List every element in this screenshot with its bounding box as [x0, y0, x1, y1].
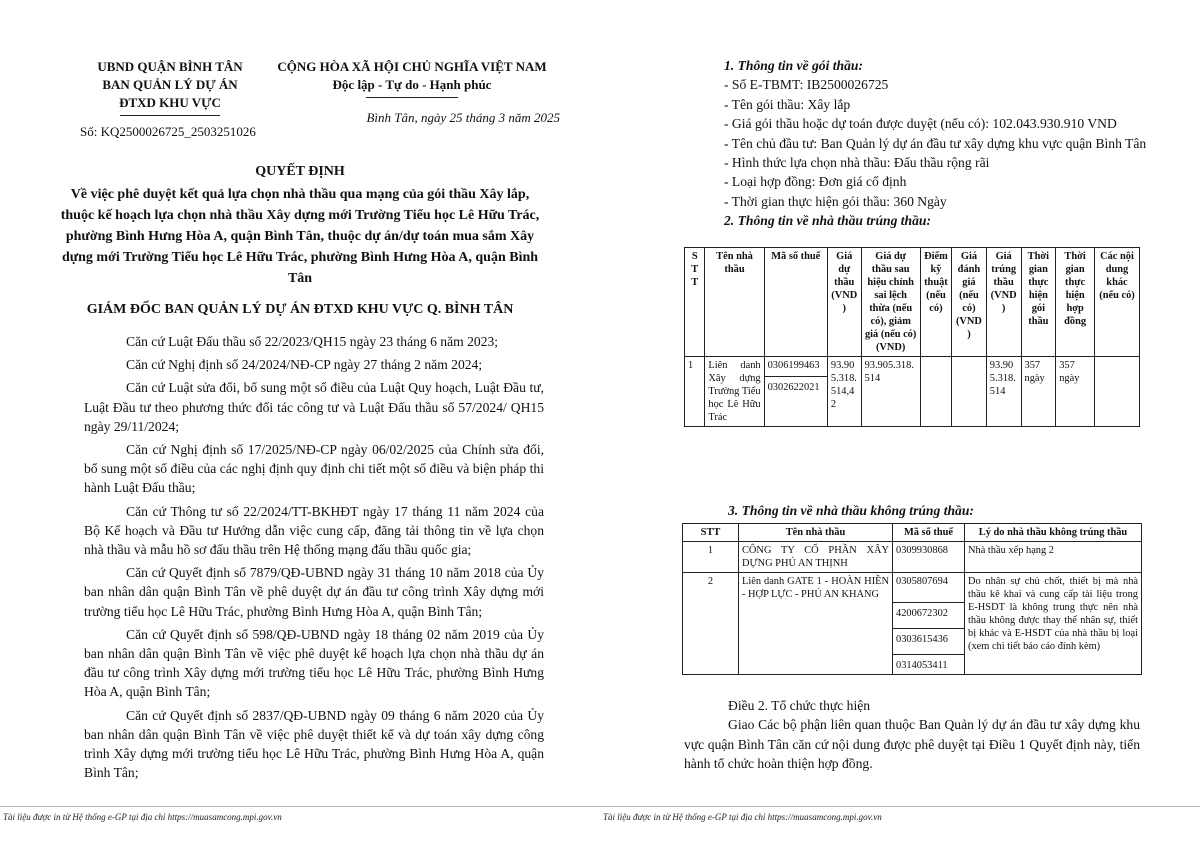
section-2-heading: 2. Thông tin về nhà thầu trúng thầu:: [724, 213, 931, 229]
col-tax: Mã số thuế: [764, 248, 827, 357]
article-2: [684, 696, 1140, 774]
page-footer: Tài liệu được in từ Hệ thống e-GP tại địa chỉ https://muasamcong.mpi.gov.vn: [603, 812, 882, 822]
nation-line-2: Độc lập - Tự do - Hạnh phúc: [332, 77, 492, 92]
table-row: [685, 357, 1140, 427]
org-line-1: UBND QUẬN BÌNH TÂN: [97, 59, 243, 74]
cell-tax: [893, 573, 965, 675]
cell-reason: Nhà thầu xếp hạng 2: [965, 542, 1142, 573]
cell-time-package: 357 ngày: [1021, 357, 1056, 427]
page-footer: Tài liệu được in từ Hệ thống e-GP tại địa chỉ https://muasamcong.mpi.gov.vn: [3, 812, 282, 822]
basis-paragraph: Căn cứ Quyết định số 2837/QĐ-UBND ngày 09 tháng 6 năm 2020 của Ủy ban nhân dân quận Bình Tân về việc phê duyệt thiết kế và dự toán xây dựng công trình Xây dựng mới trường tiểu học Lê Hữu Trác, phường Bình Hưng Hòa A, quận Bình Tân;: [84, 707, 544, 781]
package-info: [684, 56, 1154, 231]
loser-table: [682, 523, 1142, 675]
cell-award: 93.905.318.514: [986, 357, 1021, 427]
basis-paragraph: Căn cứ Luật sửa đổi, bổ sung một số điều của Luật Quy hoạch, Luật Đầu tư, Luật Đầu tư theo phương thức đối tác công tư và Luật Đấu thầu số 57/2024/ QH15 ngày 29/11/2024;: [84, 380, 544, 434]
cell-other: [1094, 357, 1139, 427]
col-eval: Giá đánh giá (nếu có) (VND ): [952, 248, 987, 357]
document-date: Bình Tân, ngày 25 tháng 3 năm 2025: [366, 110, 560, 125]
winner-table: [684, 247, 1140, 427]
section-1-heading: 1. Thông tin về gói thầu:: [724, 58, 863, 73]
info-line: - Giá gói thầu hoặc dự toán được duyệt (nếu có): 102.043.930.910 VND: [724, 116, 1117, 132]
cell-time-contract: 357 ngày: [1056, 357, 1095, 427]
decision-title: QUYẾT ĐỊNH: [255, 164, 345, 179]
col-stt: S T T: [685, 248, 705, 357]
table-row: [683, 573, 1142, 675]
nation-header: [262, 58, 562, 98]
cell-name: Liên danh GATE 1 - HOÀN HIỀN - HỢP LỰC - PHÚ AN KHANG: [739, 573, 893, 675]
cell-stt: 2: [683, 573, 739, 675]
tax-code: 0303615436: [893, 628, 964, 646]
basis-paragraph: Căn cứ Luật Đấu thầu số 22/2023/QH15 ngày 23 tháng 6 năm 2023;: [126, 334, 499, 349]
organization-header: [80, 58, 260, 116]
tax-code: 0306199463: [767, 360, 820, 371]
basis-paragraph: Căn cứ Thông tư số 22/2024/TT-BKHĐT ngày 17 tháng 11 năm 2024 của Bộ Kế hoạch và Đầu tư Hướng dẫn việc cung cấp, đăng tải thông tin về lựa chọn nhà thầu và mẫu hồ sơ đấu thầu trên Hệ thống mạng đấu thầu quốc gia;: [84, 503, 544, 558]
col-score: Điểm kỹ thuật (nếu có): [920, 248, 951, 357]
cell-adjusted: 93.905.318.514: [861, 357, 920, 427]
col-adjusted: Giá dự thầu sau hiệu chỉnh sai lệch thừa (nếu có), giảm giá (nếu có) (VND): [861, 248, 920, 357]
footer-divider: [600, 806, 1200, 807]
basis-paragraph: Căn cứ Quyết định số 598/QĐ-UBND ngày 18 tháng 02 năm 2019 của Ủy ban nhân dân quận Bình Tân về việc phê duyệt kế hoạch lựa chọn nhà thầu dự án đầu tư công trình Xây dựng mới trường tiểu học Lê Hữu Trác, phường Bình Hưng Hòa A, quận Bình Tân;: [84, 626, 544, 700]
article-2-text: Giao Các bộ phận liên quan thuộc Ban Quản lý dự án đầu tư xây dựng khu vực quận Bình Tân căn cứ nội dung được phê duyệt tại Điều 1 Quyết định này, tiến hành tổ chức hoàn thiện hợp đồng.: [684, 717, 1140, 772]
info-line: - Loại hợp đồng: Đơn giá cố định: [724, 174, 907, 190]
col-name: Tên nhà thầu: [705, 248, 764, 357]
info-line: - Hình thức lựa chọn nhà thầu: Đấu thầu rộng rãi: [724, 155, 990, 171]
cell-name: CÔNG TY CỔ PHẦN XÂY DỰNG PHÚ AN THỊNH: [739, 542, 893, 573]
info-line: - Thời gian thực hiện gói thầu: 360 Ngày: [724, 193, 947, 209]
decision-subtitle: Về việc phê duyệt kết quả lựa chọn nhà thầu qua mạng của gói thầu Xây lắp, thuộc kế hoạch lựa chọn nhà thầu Xây dựng mới Trường Tiểu học Lê Hữu Trác, phường Bình Hưng Hòa A, quận Bình Tân, thuộc dự án/dự toán mua sắm Xây dựng mới Trường Tiểu học Lê Hữu Trác, phường Bình Hưng Hòa A, quận Bình Tân: [60, 187, 540, 286]
tax-code: 4200672302: [893, 602, 964, 620]
cell-bid: 93.905.318.514,42: [827, 357, 861, 427]
tax-code: 0302622021: [765, 376, 827, 394]
nation-divider: [366, 97, 458, 98]
cell-stt: 1: [683, 542, 739, 573]
col-time-package: Thời gian thực hiện gói thầu: [1021, 248, 1056, 357]
director-heading: GIÁM ĐỐC BAN QUẢN LÝ DỰ ÁN ĐTXD KHU VỰC Q. BÌNH TÂN: [86, 302, 514, 317]
legal-basis: [84, 332, 544, 786]
basis-paragraph: Căn cứ Nghị định số 17/2025/NĐ-CP ngày 06/02/2025 của Chính sửa đổi, bổ sung một số điều của các nghị định quy định chi tiết một số điều và biện pháp thi hành Luật Đấu thầu;: [84, 442, 544, 496]
cell-name: Liên danh Xây dựng Trường Tiểu học Lê Hữu Trác: [705, 357, 764, 427]
basis-paragraph: Căn cứ Nghị định số 24/2024/NĐ-CP ngày 27 tháng 2 năm 2024;: [126, 357, 483, 373]
col-stt: STT: [683, 524, 739, 542]
basis-paragraph: Căn cứ Quyết định số 7879/QĐ-UBND ngày 31 tháng 10 năm 2018 của Ủy ban nhân dân quận Bình Tân về phê duyệt dự án đầu tư công trình Xây dựng mới trường tiểu học Lê Hữu Trác, phường Bình Hưng Hòa A, quận Bình Tân;: [84, 565, 544, 619]
cell-reason: Do nhân sự chủ chốt, thiết bị mà nhà thầu kê khai và cung cấp tài liệu trong E-HSDT là không trung thực nên nhà thầu không được thay thế nhân sự, thiết bị khác và E-HSDT của nhà thầu bị loại (xem chi tiết báo cáo đính kèm): [965, 573, 1142, 675]
org-divider: [120, 115, 220, 116]
investor-line: - Tên chủ đầu tư: Ban Quản lý dự án đầu tư xây dựng khu vực quận Bình Tân: [724, 135, 1147, 151]
info-line: - Tên gói thầu: Xây lắp: [724, 96, 851, 112]
info-line: - Số E-TBMT: IB2500026725: [724, 77, 889, 93]
col-reason: Lý do nhà thầu không trúng thầu: [965, 524, 1142, 542]
tax-code: 0314053411: [893, 654, 964, 672]
cell-eval: [952, 357, 987, 427]
nation-line-1: CỘNG HÒA XÃ HỘI CHỦ NGHĨA VIỆT NAM: [277, 59, 547, 74]
table-row: [683, 542, 1142, 573]
article-2-heading: Điều 2. Tổ chức thực hiện: [728, 698, 871, 713]
loser-table-header: [683, 524, 1142, 542]
col-other: Các nội dung khác (nếu có): [1094, 248, 1139, 357]
footer-divider: [0, 806, 600, 807]
col-time-contract: Thời gian thực hiện hợp đồng: [1056, 248, 1095, 357]
org-line-3: ĐTXD KHU VỰC: [119, 95, 221, 110]
org-line-2: BAN QUẢN LÝ DỰ ÁN: [102, 77, 238, 92]
winner-table-header: [685, 248, 1140, 357]
col-tax: Mã số thuế: [893, 524, 965, 542]
col-bid: Giá dự thầu (VND ): [827, 248, 861, 357]
tax-code: 0305807694: [896, 576, 948, 587]
cell-score: [920, 357, 951, 427]
section-3-heading: 3. Thông tin về nhà thầu không trúng thầu:: [728, 503, 974, 518]
cell-tax: [764, 357, 827, 427]
document-number: Số: KQ2500026725_2503251026: [80, 124, 256, 139]
cell-stt: 1: [685, 357, 705, 427]
cell-tax: 0309930868: [893, 542, 965, 573]
col-award: Giá trúng thầu (VND ): [986, 248, 1021, 357]
col-name: Tên nhà thầu: [739, 524, 893, 542]
